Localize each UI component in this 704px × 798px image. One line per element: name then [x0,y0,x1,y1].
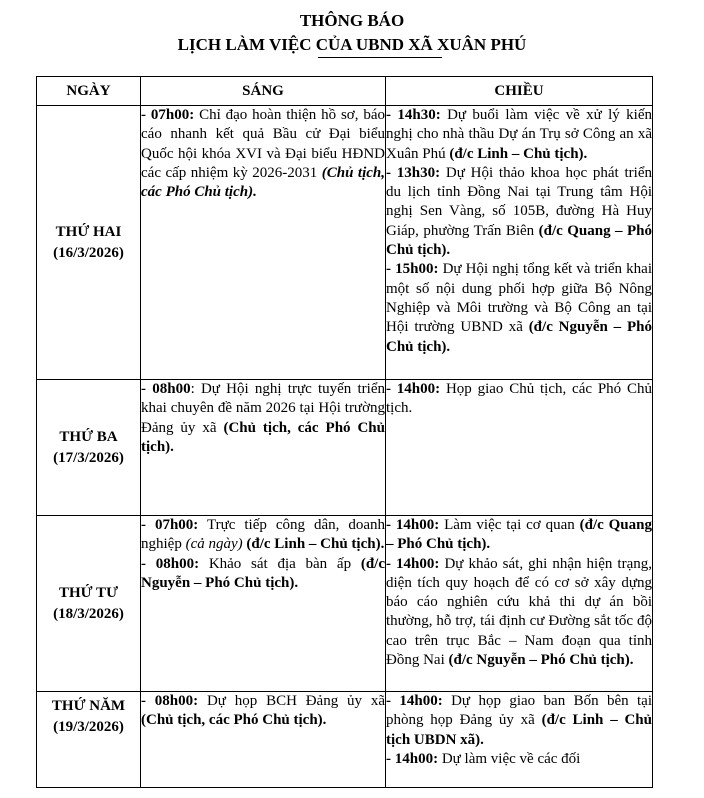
day-name: THỨ NĂM [51,698,126,714]
subtitle-underline [318,57,442,58]
day-date: (16/3/2026) [53,244,124,261]
schedule-entry: - 08h00: Khảo sát địa bàn ấp (đ/c Nguyễn – Phó Chủ tịch). [141,555,385,591]
schedule-entry: - 08h00: Dự Hội nghị trực tuyến triển khai chuyên đề năm 2026 tại Hội trường Đảng ủy xã (Chủ tịch, các Phó Chủ tịch). [141,381,386,455]
day-date: (19/3/2026) [53,719,124,735]
schedule-entry: - 14h00: Họp giao Chủ tịch, các Phó Chủ tịch. [386,381,652,417]
schedule-entry: - 14h00: Làm việc tại cơ quan (đ/c Quang – Phó Chủ tịch). [386,517,652,553]
morning-cell [141,516,386,692]
morning-cell [141,106,386,380]
day-date: (18/3/2026) [53,605,124,622]
morning-cell [141,692,386,788]
schedule-entry: - 13h30: Dự Hội thảo khoa học phát triển du lịch tỉnh Đồng Nai tại Trung tâm Hội nghị Sen Vàng, số 105B, đường Hà Huy Giáp, phường Trấn Biên (đ/c Quang – Phó Chủ tịch). [386,164,652,259]
schedule-entry: - 14h00: Dự khảo sát, ghi nhận hiện trạng, diện tích quy hoạch để có cơ sở xây dựng báo cáo nghiên cứu khả thi dự án bồi thường, hỗ trợ, tái định cư Đường sắt tốc độ cao trên trục Bắc – Nam đoạn qua tỉnh Đồng Nai (đ/c Nguyễn – Phó Chủ tịch). [386,555,652,669]
schedule-table [36,76,653,788]
afternoon-cell [386,106,653,380]
afternoon-cell [386,516,653,692]
schedule-entry: - 08h00: Dự họp BCH Đảng ủy xã (Chủ tịch, các Phó Chủ tịch). [141,693,385,729]
table-row [37,106,653,380]
morning-cell [141,380,386,516]
day-cell [37,516,141,692]
schedule-entry: - 14h00: Dự họp giao ban Bốn bên tại phòng họp Đảng ủy xã (đ/c Linh – Chủ tịch UBDN xã). [386,693,652,748]
afternoon-cell [386,380,653,516]
schedule-entry: - 15h00: Dự Hội nghị tổng kết và triển khai một số nội dung phối hợp giữa Bộ Nông Nghiệp và Môi trường và Bộ Công an tại Hội trường UBND xã (đ/c Nguyễn – Phó Chủ tịch). [386,261,653,355]
afternoon-cell [386,692,653,788]
day-cell [37,380,141,516]
schedule-subtitle: LỊCH LÀM VIỆC CỦA UBND XÃ XUÂN PHÚ [177,35,527,54]
column-header-afternoon: CHIỀU [386,77,653,106]
schedule-entry: - 14h00: Dự làm việc về các đối [386,750,581,767]
column-header-morning: SÁNG [141,77,386,106]
notice-title: THÔNG BÁO [299,11,405,30]
day-cell [37,106,141,380]
day-cell [37,692,141,788]
day-date: (17/3/2026) [53,449,124,466]
schedule-entry: - 07h00: Chỉ đạo hoàn thiện hồ sơ, báo cáo nhanh kết quả Bầu cử Đại biểu Quốc hội khóa XVI và Đại biểu HĐND các cấp nhiệm kỳ 2026-2031 (Chủ tịch, các Phó Chủ tịch). [141,107,385,201]
column-header-day: NGÀY [37,77,141,106]
table-row [37,692,653,788]
day-name: THỨ BA [59,428,118,445]
header-row [37,77,653,106]
table-row [37,380,653,516]
schedule-entry: - 14h30: Dự buổi làm việc về xử lý kiến nghị cho nhà thầu Dự án Trụ sở Công an xã Xuân Phú (đ/c Linh – Chủ tịch). [386,107,652,162]
day-name: THỨ TƯ [58,584,119,601]
day-name: THỨ HAI [55,223,122,240]
table-row [37,516,653,692]
schedule-entry: - 07h00: Trực tiếp công dân, doanh nghiệp (cả ngày) (đ/c Linh – Chủ tịch). [141,517,385,553]
